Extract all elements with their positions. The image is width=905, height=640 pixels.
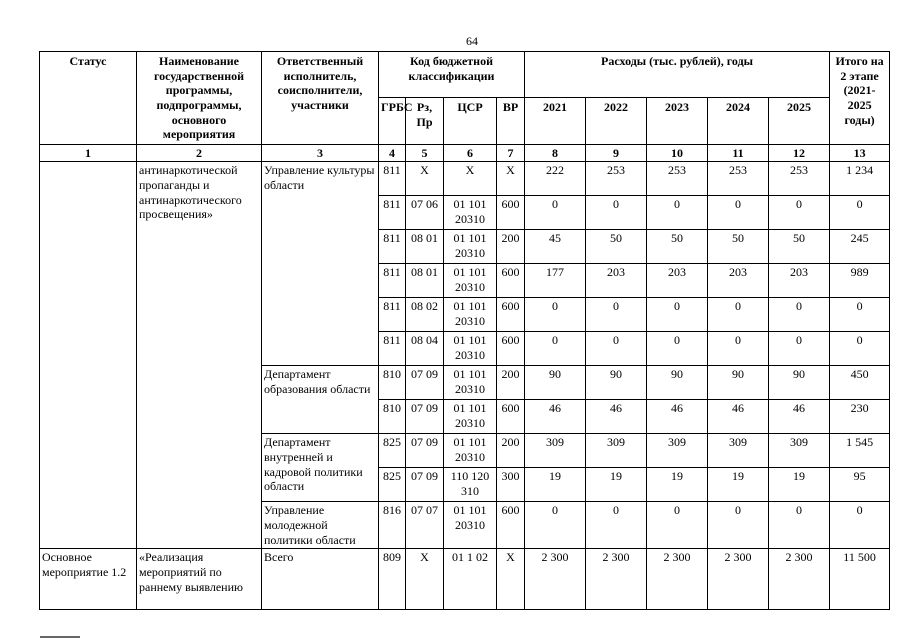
value-2025-cell: 46 [769, 400, 830, 434]
value-2025-cell: 19 [769, 468, 830, 502]
value-2021-cell: 0 [525, 196, 586, 230]
csr-cell: 110 120 310 [444, 468, 497, 502]
column-number: 9 [586, 144, 647, 162]
value-2021-cell: 0 [525, 298, 586, 332]
page-number: 64 [466, 34, 478, 48]
csr-cell: 01 1 02 [444, 549, 497, 610]
rzpr-cell: 07 09 [406, 434, 444, 468]
value-2025-cell: 90 [769, 366, 830, 400]
vr-cell: Х [497, 162, 525, 196]
value-2023-cell: 90 [647, 366, 708, 400]
vr-cell: 200 [497, 434, 525, 468]
value-2024-cell: 90 [708, 366, 769, 400]
vr-cell: 600 [497, 196, 525, 230]
header-row [40, 52, 890, 98]
value-2025-cell: 2 300 [769, 549, 830, 610]
value-2023-cell: 2 300 [647, 549, 708, 610]
vr-cell: Х [497, 549, 525, 610]
value-2025-cell: 309 [769, 434, 830, 468]
value-2022-cell: 50 [586, 230, 647, 264]
column-number: 10 [647, 144, 708, 162]
value-2023-cell: 19 [647, 468, 708, 502]
csr-cell: 01 101 20310 [444, 196, 497, 230]
executor-cell: Управление культуры области [262, 162, 379, 366]
value-2025-cell: 253 [769, 162, 830, 196]
value-2023-cell: 0 [647, 298, 708, 332]
grbs-cell: 811 [379, 298, 406, 332]
csr-cell: 01 101 20310 [444, 264, 497, 298]
value-2021-cell: 45 [525, 230, 586, 264]
grbs-cell: 810 [379, 366, 406, 400]
value-2023-cell: 253 [647, 162, 708, 196]
value-2022-cell: 90 [586, 366, 647, 400]
vr-cell: 300 [497, 468, 525, 502]
column-number: 8 [525, 144, 586, 162]
value-2024-cell: 309 [708, 434, 769, 468]
status-cell: Основное мероприятие 1.2 [40, 549, 137, 610]
executor-cell: Управление молодежной политики области [262, 502, 379, 549]
value-2021-cell: 90 [525, 366, 586, 400]
column-number: 2 [137, 144, 262, 162]
value-2024-cell: 203 [708, 264, 769, 298]
header-year-2021: 2021 [525, 98, 586, 144]
value-2023-cell: 50 [647, 230, 708, 264]
value-2022-cell: 309 [586, 434, 647, 468]
value-2025-cell: 0 [769, 502, 830, 549]
vr-cell: 600 [497, 400, 525, 434]
csr-cell: 01 101 20310 [444, 230, 497, 264]
column-number: 1 [40, 144, 137, 162]
value-2021-cell: 222 [525, 162, 586, 196]
grbs-cell: 810 [379, 400, 406, 434]
csr-cell: Х [444, 162, 497, 196]
table-row [40, 549, 890, 610]
value-2025-cell: 50 [769, 230, 830, 264]
value-2021-cell: 46 [525, 400, 586, 434]
status-cell [40, 162, 137, 549]
rzpr-cell: Х [406, 162, 444, 196]
grbs-cell: 811 [379, 230, 406, 264]
header-year-2022: 2022 [586, 98, 647, 144]
value-2025-cell: 203 [769, 264, 830, 298]
vr-cell: 600 [497, 332, 525, 366]
column-number: 3 [262, 144, 379, 162]
total-cell: 450 [830, 366, 890, 400]
value-2023-cell: 0 [647, 332, 708, 366]
value-2022-cell: 253 [586, 162, 647, 196]
header-year-2024: 2024 [708, 98, 769, 144]
total-cell: 11 500 [830, 549, 890, 610]
value-2022-cell: 19 [586, 468, 647, 502]
total-cell: 0 [830, 298, 890, 332]
program-name-cell: антинаркотической пропаганды и антинаркотического просвещения» [137, 162, 262, 549]
grbs-cell: 816 [379, 502, 406, 549]
header-status: Статус [40, 52, 137, 145]
total-cell: 0 [830, 196, 890, 230]
value-2024-cell: 0 [708, 332, 769, 366]
column-number: 13 [830, 144, 890, 162]
column-number-row [40, 144, 890, 162]
header-year-2023: 2023 [647, 98, 708, 144]
value-2024-cell: 0 [708, 298, 769, 332]
vr-cell: 200 [497, 230, 525, 264]
value-2022-cell: 0 [586, 332, 647, 366]
csr-cell: 01 101 20310 [444, 502, 497, 549]
value-2024-cell: 2 300 [708, 549, 769, 610]
column-number: 4 [379, 144, 406, 162]
value-2023-cell: 0 [647, 196, 708, 230]
rzpr-cell: 07 06 [406, 196, 444, 230]
column-number: 5 [406, 144, 444, 162]
value-2021-cell: 309 [525, 434, 586, 468]
grbs-cell: 811 [379, 196, 406, 230]
value-2021-cell: 0 [525, 332, 586, 366]
total-cell: 0 [830, 502, 890, 549]
grbs-cell: 811 [379, 332, 406, 366]
value-2024-cell: 46 [708, 400, 769, 434]
rzpr-cell: Х [406, 549, 444, 610]
value-2021-cell: 2 300 [525, 549, 586, 610]
header-vr: ВР [497, 98, 525, 144]
header-program: Наименование государственной программы, подпрограммы, основного мероприятия [137, 52, 262, 145]
header-budget-code: Код бюджетной классификации [379, 52, 525, 98]
grbs-cell: 809 [379, 549, 406, 610]
header-rzpr: Рз, Пр [406, 98, 444, 144]
value-2024-cell: 0 [708, 502, 769, 549]
executor-cell: Всего [262, 549, 379, 610]
total-cell: 989 [830, 264, 890, 298]
executor-cell: Департамент внутренней и кадровой политики области [262, 434, 379, 502]
header-year-2025: 2025 [769, 98, 830, 144]
value-2024-cell: 50 [708, 230, 769, 264]
total-cell: 230 [830, 400, 890, 434]
column-number: 7 [497, 144, 525, 162]
rzpr-cell: 07 09 [406, 400, 444, 434]
vr-cell: 600 [497, 264, 525, 298]
total-cell: 1 234 [830, 162, 890, 196]
csr-cell: 01 101 20310 [444, 400, 497, 434]
rzpr-cell: 07 09 [406, 366, 444, 400]
value-2024-cell: 253 [708, 162, 769, 196]
rzpr-cell: 08 01 [406, 230, 444, 264]
column-number: 11 [708, 144, 769, 162]
header-csr: ЦСР [444, 98, 497, 144]
value-2025-cell: 0 [769, 196, 830, 230]
total-cell: 245 [830, 230, 890, 264]
value-2022-cell: 0 [586, 502, 647, 549]
csr-cell: 01 101 20310 [444, 366, 497, 400]
value-2021-cell: 177 [525, 264, 586, 298]
header-grbs: ГРБС [379, 98, 406, 144]
rzpr-cell: 08 01 [406, 264, 444, 298]
value-2024-cell: 0 [708, 196, 769, 230]
vr-cell: 600 [497, 298, 525, 332]
value-2023-cell: 46 [647, 400, 708, 434]
program-name-cell: «Реализация мероприятий по раннему выявлению [137, 549, 262, 610]
value-2022-cell: 46 [586, 400, 647, 434]
rzpr-cell: 08 02 [406, 298, 444, 332]
total-cell: 0 [830, 332, 890, 366]
value-2021-cell: 19 [525, 468, 586, 502]
value-2022-cell: 2 300 [586, 549, 647, 610]
csr-cell: 01 101 20310 [444, 332, 497, 366]
grbs-cell: 811 [379, 264, 406, 298]
header-total: Итого на 2 этапе (2021-2025 годы) [830, 52, 890, 145]
table-row [40, 162, 890, 196]
grbs-cell: 825 [379, 434, 406, 468]
total-cell: 95 [830, 468, 890, 502]
value-2023-cell: 203 [647, 264, 708, 298]
value-2023-cell: 309 [647, 434, 708, 468]
csr-cell: 01 101 20310 [444, 434, 497, 468]
grbs-cell: 825 [379, 468, 406, 502]
scan-artifact-line [40, 636, 80, 638]
rzpr-cell: 07 07 [406, 502, 444, 549]
value-2021-cell: 0 [525, 502, 586, 549]
grbs-cell: 811 [379, 162, 406, 196]
vr-cell: 600 [497, 502, 525, 549]
column-number: 6 [444, 144, 497, 162]
total-cell: 1 545 [830, 434, 890, 468]
executor-cell: Департамент образования области [262, 366, 379, 434]
value-2023-cell: 0 [647, 502, 708, 549]
value-2022-cell: 0 [586, 196, 647, 230]
header-executor: Ответственный исполнитель, соисполнители, участники [262, 52, 379, 145]
vr-cell: 200 [497, 366, 525, 400]
csr-cell: 01 101 20310 [444, 298, 497, 332]
value-2025-cell: 0 [769, 332, 830, 366]
budget-table [39, 51, 890, 610]
header-expenses: Расходы (тыс. рублей), годы [525, 52, 830, 98]
column-number: 12 [769, 144, 830, 162]
value-2025-cell: 0 [769, 298, 830, 332]
rzpr-cell: 07 09 [406, 468, 444, 502]
value-2022-cell: 0 [586, 298, 647, 332]
value-2022-cell: 203 [586, 264, 647, 298]
rzpr-cell: 08 04 [406, 332, 444, 366]
value-2024-cell: 19 [708, 468, 769, 502]
